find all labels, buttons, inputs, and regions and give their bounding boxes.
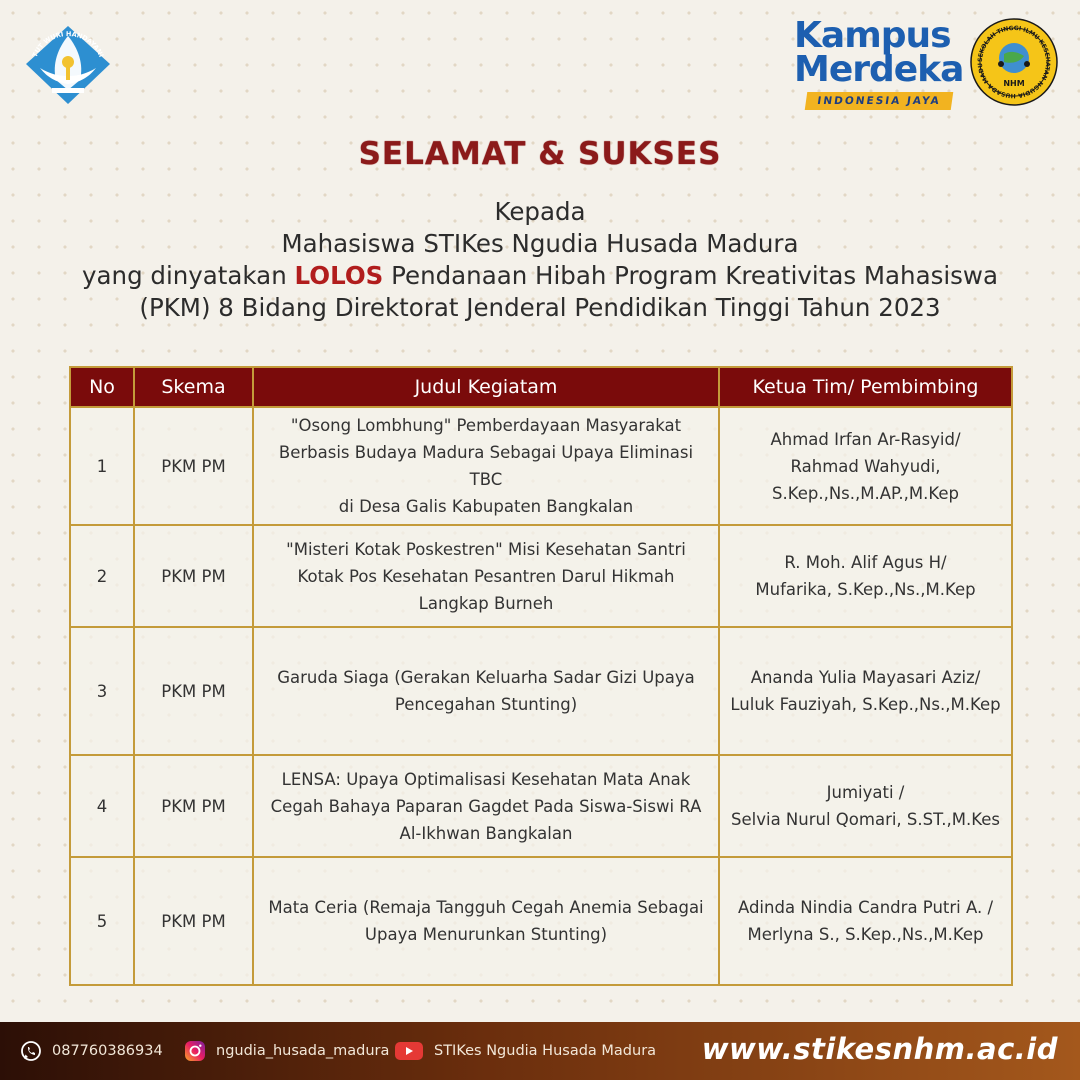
results-table <box>69 366 1013 986</box>
cell-ketua <box>719 525 1012 627</box>
cell-ketua <box>719 627 1012 755</box>
cell-skema: PKM PM <box>134 755 253 857</box>
cell-ketua <box>719 857 1012 985</box>
cell-ketua-line: Merlyna S., S.Kep.,Ns.,M.Kep <box>747 925 984 944</box>
cell-skema: PKM PM <box>134 627 253 755</box>
intro-text <box>20 196 1060 324</box>
cell-judul-line: Al-Ikhwan Bangkalan <box>399 823 573 843</box>
youtube-channel: STIKes Ngudia Husada Madura <box>434 1043 657 1059</box>
cell-no: 5 <box>70 857 134 985</box>
cell-ketua <box>719 755 1012 857</box>
instagram-handle: ngudia_husada_madura <box>216 1043 390 1059</box>
intro-line-2: Mahasiswa STIKes Ngudia Husada Madura <box>281 229 799 258</box>
table-row <box>70 755 1012 857</box>
cell-judul <box>253 755 719 857</box>
footer-instagram[interactable] <box>184 1040 389 1062</box>
cell-judul-line: Pencegahan Stunting) <box>394 695 578 714</box>
intro-line-1: Kepada <box>494 197 586 226</box>
table-header-row <box>70 367 1012 407</box>
header-ketua: Ketua Tim/ Pembimbing <box>719 367 1012 407</box>
footer-whatsapp[interactable] <box>20 1040 163 1062</box>
table-row <box>70 525 1012 627</box>
cell-ketua <box>719 407 1012 525</box>
intro-line-3-pre: yang dinyatakan <box>82 261 295 290</box>
header-skema: Skema <box>134 367 253 407</box>
cell-judul <box>253 857 719 985</box>
cell-judul <box>253 627 719 755</box>
cell-judul <box>253 525 719 627</box>
cell-judul-line: Berbasis Budaya Madura Sebagai Upaya Eliminasi TBC <box>278 443 694 489</box>
whatsapp-number: 087760386934 <box>52 1043 163 1059</box>
cell-ketua-line: Rahmad Wahyudi, <box>790 456 941 476</box>
youtube-icon <box>394 1040 424 1062</box>
cell-judul-line: Cegah Bahaya Paparan Gagdet Pada Siswa-Siswi RA <box>270 796 702 816</box>
cell-skema: PKM PM <box>134 407 253 525</box>
cell-ketua-line: S.Kep.,Ns.,M.AP.,M.Kep <box>771 483 959 503</box>
cell-judul-line: LENSA: Upaya Optimalisasi Kesehatan Mata Anak <box>281 769 691 789</box>
cell-judul-line: "Osong Lombhung" Pemberdayaan Masyarakat <box>290 416 682 435</box>
footer-youtube[interactable] <box>394 1040 656 1062</box>
lolos-highlight: LOLOS <box>294 261 384 290</box>
tut-wuri-text: TUT WURI HANDAYANI <box>30 29 106 59</box>
intro-line-3 <box>20 260 1060 292</box>
cell-no: 3 <box>70 627 134 755</box>
cell-no: 4 <box>70 755 134 857</box>
cell-ketua-line: Mufarika, S.Kep.,Ns.,M.Kep <box>755 580 976 599</box>
cell-ketua-line: Adinda Nindia Candra Putri A. / <box>737 898 994 917</box>
cell-ketua-line: R. Moh. Alif Agus H/ <box>784 553 947 572</box>
whatsapp-icon <box>20 1040 42 1062</box>
cell-ketua-line: Luluk Fauziyah, S.Kep.,Ns.,M.Kep <box>730 695 1001 714</box>
kampus-merdeka-word2: Merdeka <box>794 49 964 90</box>
header-judul: Judul Kegiatam <box>253 367 719 407</box>
cell-judul-line: Upaya Menurunkan Stunting) <box>364 925 608 944</box>
cell-skema: PKM PM <box>134 525 253 627</box>
page-headline: SELAMAT & SUKSES <box>358 136 722 172</box>
cell-judul-line: Kotak Pos Kesehatan Pesantren Darul Hikmah <box>297 566 675 586</box>
cell-judul <box>253 407 719 525</box>
stikes-nhm-seal-logo <box>970 18 1058 106</box>
tut-wuri-handayani-logo <box>22 24 114 106</box>
intro-line-4: (PKM) 8 Bidang Direktorat Jenderal Pendidikan Tinggi Tahun 2023 <box>139 293 941 322</box>
table-row <box>70 627 1012 755</box>
cell-judul-line: "Misteri Kotak Poskestren" Misi Kesehatan Santri <box>286 539 686 559</box>
header-no: No <box>70 367 134 407</box>
footer-bar <box>0 1022 1080 1080</box>
cell-ketua-line: Jumiyati / <box>826 783 905 802</box>
cell-judul-line: Mata Ceria (Remaja Tangguh Cegah Anemia Sebagai <box>268 898 704 917</box>
header-logos-right <box>794 14 1058 114</box>
results-table-wrapper <box>69 366 1011 986</box>
intro-line-3-post: Pendanaan Hibah Program Kreativitas Mahasiswa <box>383 261 998 290</box>
cell-ketua-line: Ahmad Irfan Ar-Rasyid/ <box>770 429 961 449</box>
instagram-icon <box>184 1040 206 1062</box>
cell-ketua-line: Ananda Yulia Mayasari Aziz/ <box>750 668 981 687</box>
website-link[interactable]: www.stikesnhm.ac.id <box>701 1032 1058 1066</box>
kampus-merdeka-banner: INDONESIA JAYA <box>805 92 954 110</box>
cell-skema: PKM PM <box>134 857 253 985</box>
cell-judul-line: Garuda Siaga (Gerakan Keluarha Sadar Gizi Upaya <box>277 668 695 687</box>
seal-center-text: NHM <box>1003 79 1025 88</box>
cell-no: 2 <box>70 525 134 627</box>
cell-judul-line: di Desa Galis Kabupaten Bangkalan <box>338 497 634 516</box>
table-row <box>70 857 1012 985</box>
cell-ketua-line: Selvia Nurul Qomari, S.ST.,M.Kes <box>731 810 1000 829</box>
cell-no: 1 <box>70 407 134 525</box>
kampus-merdeka-word1: Kampus <box>794 15 951 56</box>
cell-judul-line: Langkap Burneh <box>418 593 554 613</box>
table-row <box>70 407 1012 525</box>
seal-text: SEKOLAH TINGGI ILMU KESEHATAN NGUDIA HUSADA MADU <box>976 24 1052 100</box>
kampus-merdeka-logo <box>794 14 964 114</box>
